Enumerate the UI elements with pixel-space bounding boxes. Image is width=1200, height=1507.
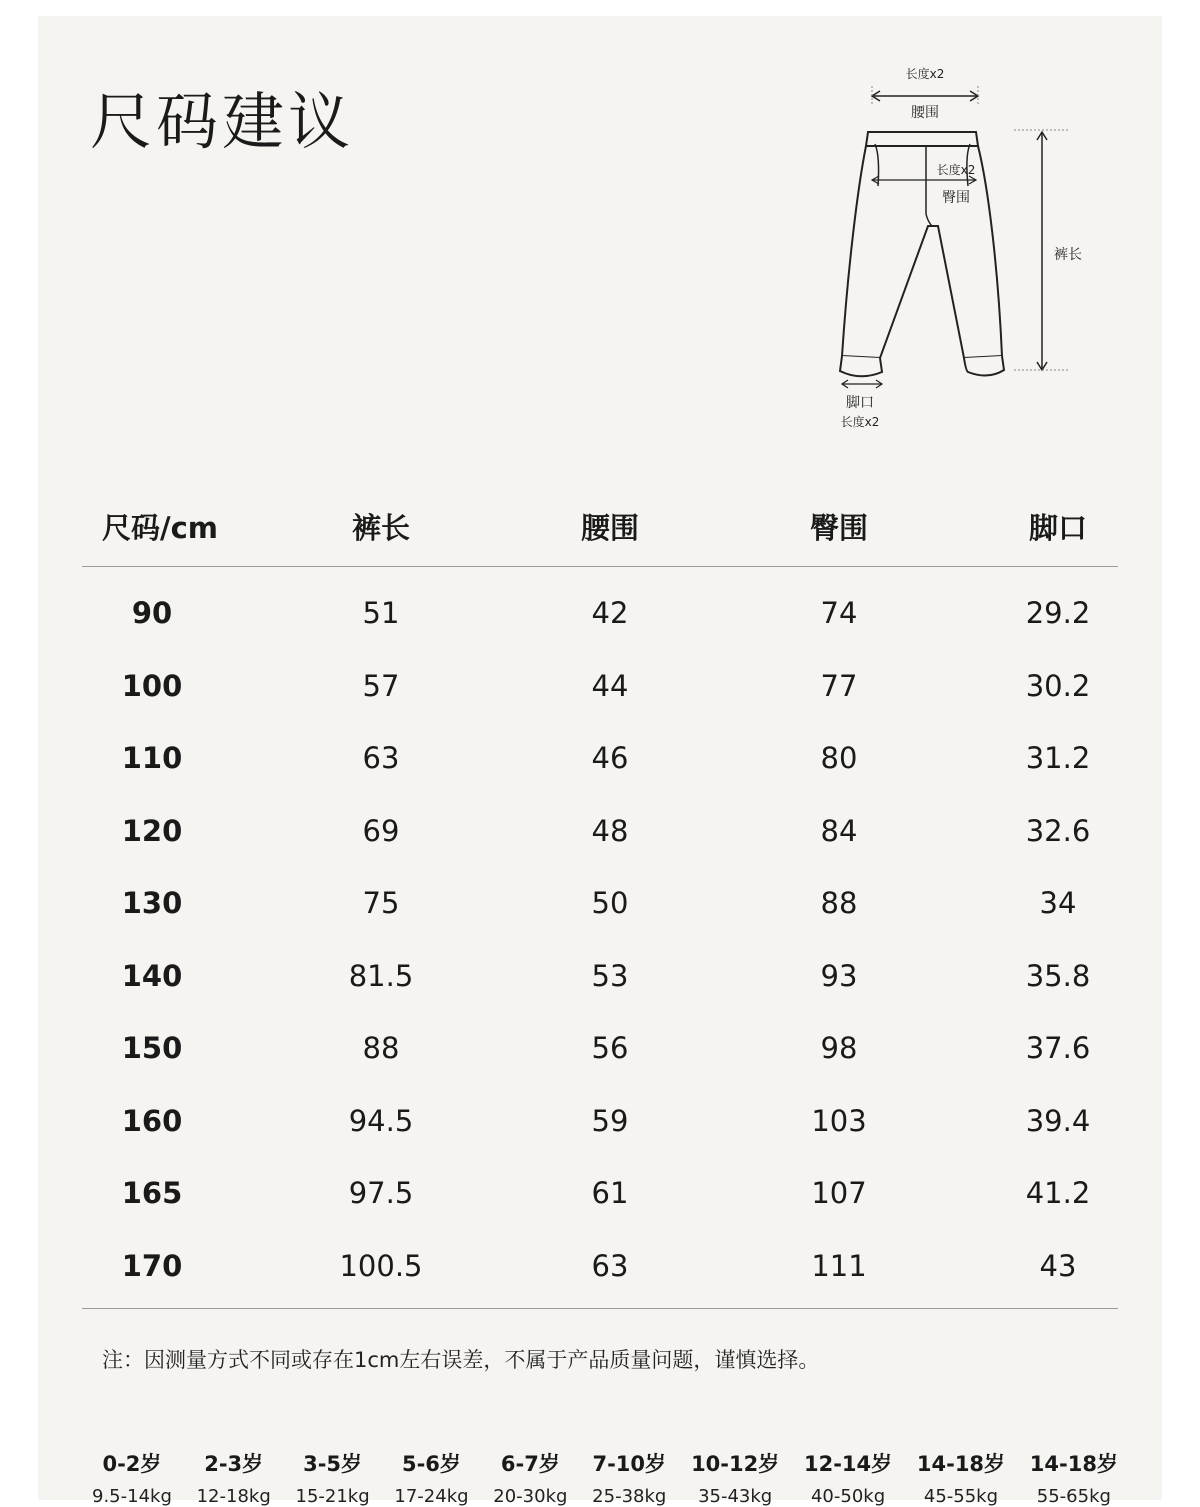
measurement-note: 注：因测量方式不同或存在1cm左右误差，不属于产品质量问题，谨慎选择。	[102, 1348, 820, 1372]
table-cell: 34	[1039, 886, 1077, 921]
age-weight-item	[92, 1448, 172, 1507]
age-range: 0-2岁	[102, 1452, 162, 1476]
weight-range: 40-50kg	[810, 1486, 886, 1507]
table-row	[82, 577, 1118, 650]
table-body	[82, 567, 1118, 1309]
table-cell: 94.5	[348, 1103, 414, 1138]
age-weight-item	[691, 1448, 779, 1507]
table-cell: 88	[362, 1031, 400, 1066]
table-cell: 61	[591, 1176, 629, 1211]
age-weight-guide	[92, 1448, 1118, 1507]
table-cell: 56	[591, 1031, 629, 1066]
table-cell: 43	[1039, 1248, 1077, 1283]
table-cell: 111	[811, 1248, 867, 1283]
table-cell: 98	[820, 1031, 858, 1066]
weight-range: 9.5-14kg	[92, 1486, 172, 1507]
pants-outline	[840, 132, 1004, 376]
table-cell: 69	[362, 813, 400, 848]
age-weight-item	[1030, 1448, 1118, 1507]
weight-range: 20-30kg	[493, 1486, 568, 1507]
table-cell: 97.5	[348, 1176, 414, 1211]
header-hip: 臀围	[809, 510, 868, 545]
table-cell: 50	[591, 886, 629, 921]
table-cell: 48	[591, 813, 629, 848]
age-weight-item	[804, 1448, 892, 1507]
table-cell: 30.2	[1025, 668, 1091, 703]
hip-note: 长度x2	[936, 163, 976, 177]
table-cell: 44	[591, 668, 629, 703]
weight-range: 15-21kg	[295, 1486, 370, 1507]
table-row	[82, 940, 1118, 1013]
table-cell: 93	[820, 958, 858, 993]
table-cell: 42	[591, 596, 629, 631]
table-row	[82, 1230, 1118, 1303]
age-range: 7-10岁	[592, 1452, 667, 1476]
table-row	[82, 867, 1118, 940]
weight-range: 45-55kg	[923, 1486, 999, 1507]
table-cell: 35.8	[1025, 958, 1091, 993]
header-length: 裤长	[351, 510, 410, 545]
table-header	[82, 486, 1118, 567]
table-cell: 51	[362, 596, 400, 631]
header-hem: 脚口	[1028, 510, 1087, 545]
table-cell: 57	[362, 668, 400, 703]
age-weight-item	[917, 1448, 1005, 1507]
size-table	[82, 486, 1118, 1309]
age-weight-item	[493, 1448, 567, 1507]
page-title: 尺码建议	[90, 85, 355, 158]
table-cell: 100.5	[339, 1248, 423, 1283]
age-range: 12-14岁	[803, 1452, 893, 1476]
table-cell: 130	[121, 886, 183, 921]
weight-range: 35-43kg	[698, 1486, 773, 1507]
hip-label: 臀围	[942, 190, 970, 206]
weight-range: 55-65kg	[1036, 1486, 1111, 1507]
table-cell: 100	[121, 668, 183, 703]
table-row	[82, 1012, 1118, 1085]
table-cell: 160	[121, 1103, 183, 1138]
header-waist: 腰围	[580, 510, 639, 545]
table-cell: 120	[121, 813, 183, 848]
length-label: 裤长	[1054, 247, 1082, 263]
table-cell: 32.6	[1025, 813, 1091, 848]
table-cell: 110	[121, 741, 183, 776]
table-row	[82, 795, 1118, 868]
table-cell: 103	[811, 1103, 867, 1138]
age-weight-item	[197, 1448, 271, 1507]
table-cell: 63	[362, 741, 400, 776]
age-weight-item	[592, 1448, 666, 1507]
table-cell: 53	[591, 958, 629, 993]
pants-diagram	[828, 46, 1128, 446]
table-row	[82, 650, 1118, 723]
age-range: 6-7岁	[500, 1452, 560, 1476]
hem-label: 脚口	[846, 395, 874, 411]
table-cell: 84	[820, 813, 858, 848]
table-cell: 80	[820, 741, 858, 776]
table-cell: 46	[591, 741, 629, 776]
table-cell: 107	[811, 1176, 867, 1211]
weight-range: 17-24kg	[394, 1486, 469, 1507]
table-cell: 59	[591, 1103, 629, 1138]
size-chart-page	[38, 16, 1162, 1507]
table-cell: 150	[121, 1031, 183, 1066]
age-range: 5-6岁	[401, 1452, 461, 1476]
age-range: 14-18岁	[916, 1452, 1006, 1476]
age-weight-item	[394, 1448, 468, 1507]
waist-note: 长度x2	[905, 67, 945, 81]
age-range: 3-5岁	[303, 1452, 363, 1476]
table-cell: 29.2	[1025, 596, 1091, 631]
age-range: 14-18岁	[1029, 1452, 1118, 1476]
age-weight-item	[296, 1448, 370, 1507]
table-cell: 41.2	[1025, 1176, 1091, 1211]
table-row	[82, 1085, 1118, 1158]
table-cell: 39.4	[1025, 1103, 1091, 1138]
table-cell: 37.6	[1025, 1031, 1091, 1066]
table-row	[82, 1157, 1118, 1230]
table-cell: 75	[362, 886, 400, 921]
table-cell: 81.5	[348, 958, 414, 993]
table-cell: 165	[121, 1176, 183, 1211]
table-cell: 170	[121, 1248, 183, 1283]
table-cell: 88	[820, 886, 858, 921]
table-cell: 31.2	[1025, 741, 1091, 776]
table-cell: 140	[121, 958, 183, 993]
table-cell: 74	[820, 596, 858, 631]
table-cell: 77	[820, 668, 858, 703]
table-cell: 63	[591, 1248, 629, 1283]
age-range: 2-3岁	[204, 1452, 264, 1476]
header-size: 尺码/cm	[102, 510, 219, 545]
table-row	[82, 722, 1118, 795]
weight-range: 12-18kg	[196, 1486, 271, 1507]
weight-range: 25-38kg	[592, 1486, 667, 1507]
table-cell: 90	[131, 596, 173, 631]
waist-label: 腰围	[911, 105, 939, 121]
hem-note: 长度x2	[840, 415, 880, 429]
age-range: 10-12岁	[691, 1452, 780, 1476]
